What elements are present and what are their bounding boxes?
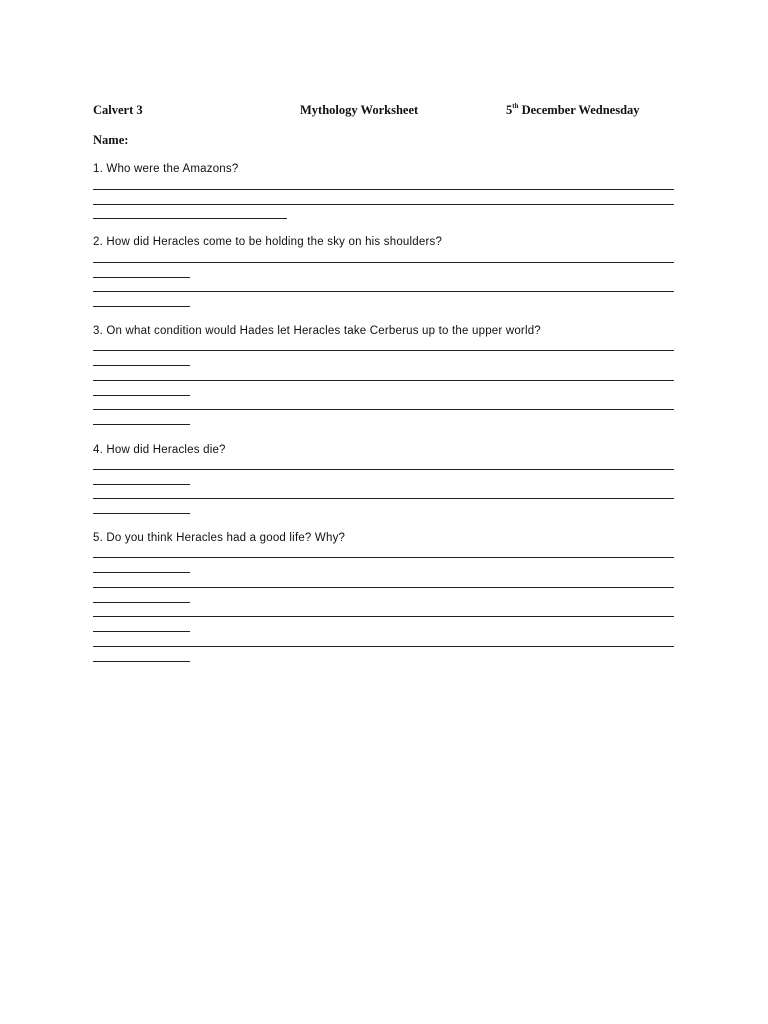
answer-line[interactable] bbox=[93, 189, 674, 190]
worksheet-date bbox=[506, 103, 640, 118]
answer-line[interactable] bbox=[93, 262, 674, 263]
question-3: 3. On what condition would Hades let Heracles take Cerberus up to the upper world? bbox=[93, 325, 541, 337]
answer-line[interactable] bbox=[93, 365, 190, 366]
question-4: 4. How did Heracles die? bbox=[93, 444, 226, 456]
answer-line[interactable] bbox=[93, 498, 674, 499]
answer-line[interactable] bbox=[93, 484, 190, 485]
answer-line[interactable] bbox=[93, 395, 190, 396]
answer-line[interactable] bbox=[93, 469, 674, 470]
answer-line[interactable] bbox=[93, 587, 674, 588]
answer-line[interactable] bbox=[93, 602, 190, 603]
answer-line[interactable] bbox=[93, 306, 190, 307]
answer-line[interactable] bbox=[93, 616, 674, 617]
answer-line[interactable] bbox=[93, 661, 190, 662]
question-2: 2. How did Heracles come to be holding the sky on his shoulders? bbox=[93, 236, 443, 248]
question-1: 1. Who were the Amazons? bbox=[93, 163, 239, 175]
name-label: Name: bbox=[93, 133, 129, 147]
worksheet-title: Mythology Worksheet bbox=[300, 103, 419, 117]
question-5: 5. Do you think Heracles had a good life? Why? bbox=[93, 532, 346, 544]
date-suffix: th bbox=[512, 102, 519, 110]
answer-line[interactable] bbox=[93, 513, 190, 514]
answer-line[interactable] bbox=[93, 218, 287, 219]
answer-line[interactable] bbox=[93, 291, 674, 292]
date-day: 5 bbox=[506, 103, 513, 118]
answer-line[interactable] bbox=[93, 380, 674, 381]
answer-line[interactable] bbox=[93, 409, 674, 410]
answer-line[interactable] bbox=[93, 424, 190, 425]
class-name: Calvert 3 bbox=[93, 103, 143, 117]
answer-line[interactable] bbox=[93, 646, 674, 647]
answer-line[interactable] bbox=[93, 572, 190, 573]
answer-line[interactable] bbox=[93, 350, 674, 351]
answer-line[interactable] bbox=[93, 204, 674, 205]
answer-line[interactable] bbox=[93, 557, 674, 558]
answer-line[interactable] bbox=[93, 631, 190, 632]
date-rest: December Wednesday bbox=[518, 103, 640, 118]
answer-line[interactable] bbox=[93, 277, 190, 278]
